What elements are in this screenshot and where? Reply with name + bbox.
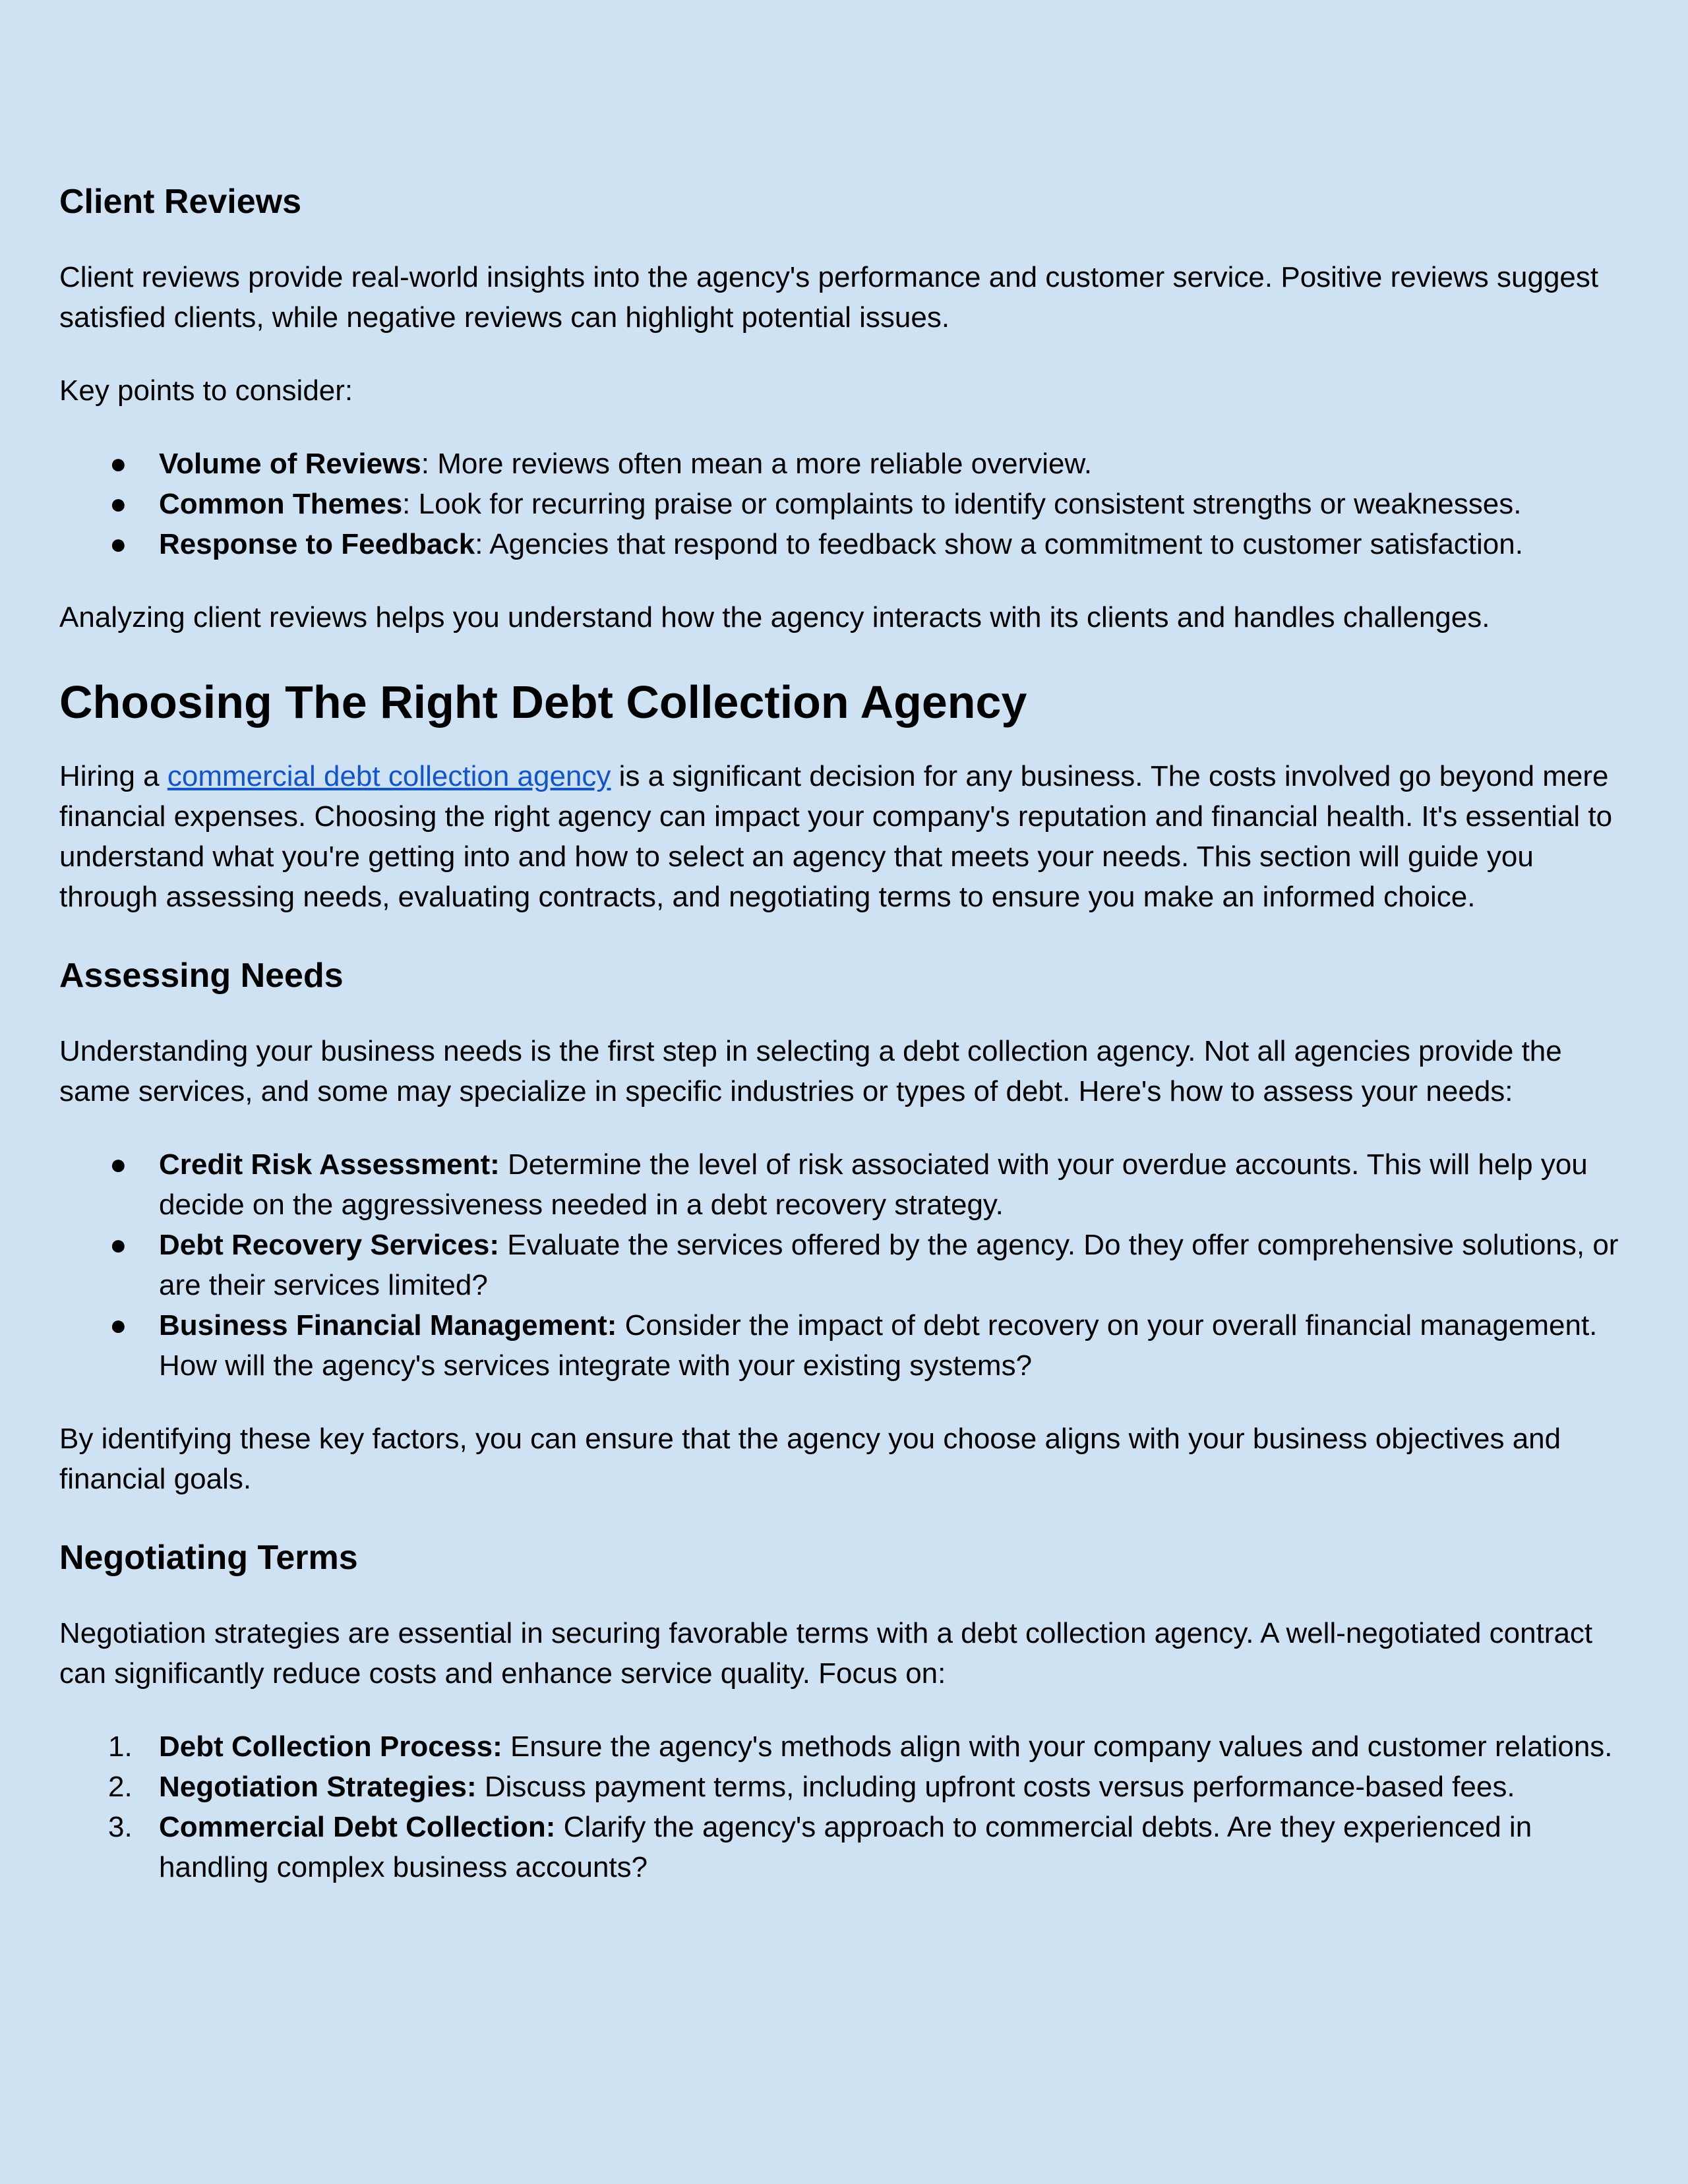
- list-item: [59, 444, 1629, 484]
- list-item-bold: Debt Collection Process:: [159, 1730, 502, 1763]
- list-item-bold: Common Themes: [159, 488, 403, 520]
- list-item-text: Consider the impact of debt recovery on your overall financial management. How will the agency's services integrate with your existing systems?: [159, 1309, 1598, 1382]
- choosing-intro: [59, 756, 1629, 917]
- list-item-bold: Volume of Reviews: [159, 448, 421, 480]
- choosing-heading: Choosing The Right Debt Collection Agency: [59, 676, 1027, 728]
- list-item-bold: Commercial Debt Collection:: [159, 1811, 556, 1843]
- list-item-text: Clarify the agency's approach to commercial debts. Are they experienced in handling complex business accounts?: [159, 1811, 1532, 1883]
- list-item-text: : Look for recurring praise or complaints to identify consistent strengths or weaknesses.: [402, 488, 1522, 520]
- client-reviews-intro: Client reviews provide real-world insights into the agency's performance and customer service. Positive reviews suggest satisfied clients, while negative reviews can highlight potential issues.: [59, 261, 1599, 334]
- negotiating-terms-heading: Negotiating Terms: [59, 1539, 358, 1577]
- list-item-text: Determine the level of risk associated with your overdue accounts. This will help you decide on the aggressiveness needed in a debt recovery strategy.: [159, 1148, 1588, 1221]
- list-item-bold: Business Financial Management:: [159, 1309, 617, 1342]
- list-item: [59, 1144, 1629, 1225]
- document-content: [59, 181, 1629, 1887]
- commercial-debt-collection-link[interactable]: commercial debt collection agency: [167, 760, 611, 792]
- list-item-text: Discuss payment terms, including upfront costs versus performance-based fees.: [476, 1771, 1515, 1803]
- negotiating-terms-list: [59, 1727, 1629, 1887]
- client-reviews-closing: Analyzing client reviews helps you understand how the agency interacts with its clients and handles challenges.: [59, 601, 1490, 634]
- list-number: 1.: [108, 1730, 133, 1763]
- assessing-needs-closing: By identifying these key factors, you can ensure that the agency you choose aligns with your business objectives and financial goals.: [59, 1423, 1561, 1495]
- assessing-needs-heading: Assessing Needs: [59, 957, 344, 995]
- list-item: [59, 1727, 1629, 1767]
- list-item: [59, 1767, 1629, 1807]
- list-item: [59, 524, 1629, 564]
- list-item: [59, 484, 1629, 524]
- choosing-intro-rest: is a significant decision for any business. The costs involved go beyond mere financial expenses. Choosing the right agency can impact your company's reputation and financial health. It's essential to understand what you're getting into and how to select an agency that meets your needs. This section will guide you through assessing needs, evaluating contracts, and negotiating terms to ensure you make an informed choice.: [59, 760, 1613, 913]
- bullet-icon: ●: [109, 448, 127, 480]
- list-item-bold: Debt Recovery Services:: [159, 1229, 500, 1261]
- bullet-icon: ●: [109, 488, 127, 520]
- bullet-icon: ●: [109, 528, 127, 560]
- client-reviews-list: [59, 444, 1629, 564]
- assessing-needs-list: [59, 1144, 1629, 1386]
- list-item-text: : More reviews often mean a more reliable overview.: [421, 448, 1093, 480]
- client-reviews-heading: Client Reviews: [59, 183, 302, 221]
- choosing-intro-lead: Hiring a: [59, 760, 167, 792]
- list-item: [59, 1807, 1629, 1887]
- key-points-label: Key points to consider:: [59, 374, 353, 407]
- list-item: [59, 1225, 1629, 1305]
- negotiating-terms-intro: Negotiation strategies are essential in securing favorable terms with a debt collection agency. A well-negotiated contract can significantly reduce costs and enhance service quality. Focus on:: [59, 1617, 1593, 1690]
- list-item-bold: Credit Risk Assessment:: [159, 1148, 500, 1181]
- bullet-icon: ●: [109, 1148, 127, 1181]
- list-number: 3.: [108, 1811, 133, 1843]
- list-item-text: : Agencies that respond to feedback show a commitment to customer satisfaction.: [475, 528, 1523, 560]
- list-item-bold: Response to Feedback: [159, 528, 475, 560]
- list-number: 2.: [108, 1771, 133, 1803]
- list-item-text: Evaluate the services offered by the agency. Do they offer comprehensive solutions, or are their services limited?: [159, 1229, 1619, 1301]
- list-item: [59, 1305, 1629, 1386]
- bullet-icon: ●: [109, 1309, 127, 1342]
- list-item-text: Ensure the agency's methods align with your company values and customer relations.: [502, 1730, 1613, 1763]
- bullet-icon: ●: [109, 1229, 127, 1261]
- assessing-needs-intro: Understanding your business needs is the first step in selecting a debt collection agency. Not all agencies provide the same services, and some may specialize in specific industries or types of debt. Here's how to assess your needs:: [59, 1035, 1562, 1107]
- list-item-bold: Negotiation Strategies:: [159, 1771, 477, 1803]
